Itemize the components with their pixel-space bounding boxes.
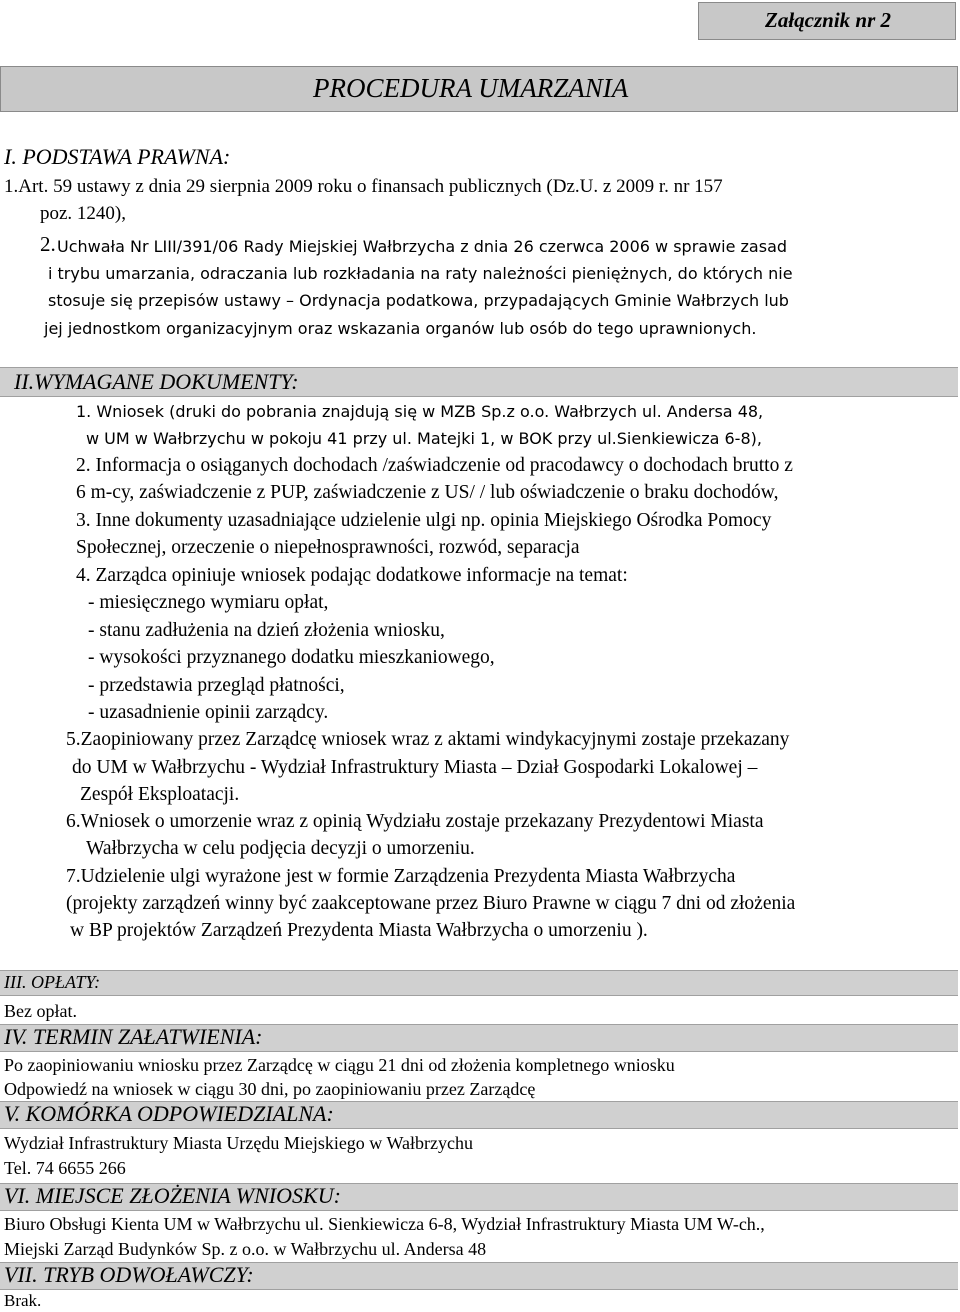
doc-line: do UM w Wałbrzychu - Wydział Infrastruktury Miasta – Dział Gospodarki Lokalowej –	[72, 757, 758, 778]
doc-line: 4. Zarządca opiniuje wniosek podając dodatkowe informacje na temat:	[76, 565, 628, 586]
doc-line: 7.Udzielenie ulgi wyrażone jest w formie Zarządzenia Prezydenta Miasta Wałbrzycha	[66, 866, 736, 887]
section-3-bar	[0, 970, 958, 996]
doc-line: Wałbrzycha w celu podjęcia decyzji o umorzeniu.	[86, 838, 475, 859]
section-6-line: Miejski Zarząd Budynków Sp. z o.o. w Wałbrzychu ul. Andersa 48	[4, 1239, 487, 1259]
section-4-line: Po zaopiniowaniu wniosku przez Zarządcę w ciągu 21 dni od złożenia kompletnego wniosku	[4, 1055, 675, 1075]
doc-line: w UM w Wałbrzychu w pokoju 41 przy ul. Matejki 1, w BOK przy ul.Sienkiewicza 6-8),	[86, 429, 762, 448]
section-6-heading: VI. MIEJSCE ZŁOŻENIA WNIOSKU:	[4, 1183, 341, 1208]
section-1-line: 1.Art. 59 ustawy z dnia 29 sierpnia 2009 roku o finansach publicznych (Dz.U. z 2009 r. nr 157	[4, 176, 723, 197]
section-5-line: Wydział Infrastruktury Miasta Urzędu Miejskiego w Wałbrzychu	[4, 1133, 473, 1153]
section-1-line: poz. 1240),	[40, 203, 127, 224]
section-1-heading: I. PODSTAWA PRAWNA:	[4, 144, 231, 169]
doc-line: - stanu zadłużenia na dzień złożenia wniosku,	[88, 620, 445, 641]
section-7-heading: VII. TRYB ODWOŁAWCZY:	[4, 1262, 254, 1287]
doc-line: 6 m-cy, zaświadczenie z PUP, zaświadczenie z US/ / lub oświadczenie o braku dochodów,	[76, 482, 779, 503]
section-4-line: Odpowiedź na wniosek w ciągu 30 dni, po zaopiniowaniu przez Zarządcę	[4, 1079, 536, 1099]
section-1-line: stosuje się przepisów ustawy – Ordynacja podatkowa, przypadających Gminie Wałbrzych lub	[48, 291, 789, 310]
doc-line: - przedstawia przegląd płatności,	[88, 675, 345, 696]
section-2-heading: II.WYMAGANE DOKUMENTY:	[14, 369, 299, 394]
section-1-line: jej jednostkom organizacyjnym oraz wskazania organów lub osób do tego uprawnionych.	[44, 319, 757, 338]
section-4-heading: IV. TERMIN ZAŁATWIENIA:	[4, 1024, 263, 1049]
section-1-line: Uchwała Nr LIII/391/06 Rady Miejskiej Wałbrzycha z dnia 26 czerwca 2006 w sprawie zasad	[57, 237, 788, 256]
doc-line: Zespół Eksploatacji.	[80, 784, 240, 805]
section-3-text: Bez opłat.	[4, 1001, 77, 1021]
doc-line: 1. Wniosek (druki do pobrania znajdują się w MZB Sp.z o.o. Wałbrzych ul. Andersa 48,	[76, 402, 764, 421]
doc-line: w BP projektów Zarządzeń Prezydenta Miasta Wałbrzycha o umorzeniu ).	[70, 920, 648, 941]
doc-line: 2. Informacja o osiąganych dochodach /zaświadczenie od pracodawcy o dochodach brutto z	[76, 455, 793, 476]
section-5-line: Tel. 74 6655 266	[4, 1158, 126, 1178]
section-6-line: Biuro Obsługi Kienta UM w Wałbrzychu ul. Sienkiewicza 6-8, Wydział Infrastruktury Miasta UM W-ch.,	[4, 1214, 765, 1234]
annex-label: Załącznik nr 2	[765, 8, 892, 32]
doc-line: Społecznej, orzeczenie o niepełnosprawności, rozwód, separacja	[76, 537, 580, 558]
doc-line: 6.Wniosek o umorzenie wraz z opinią Wydziału zostaje przekazany Prezydentowi Miasta	[66, 811, 764, 832]
section-1-line: i trybu umarzania, odraczania lub rozkładania na raty należności pieniężnych, do których nie	[48, 264, 793, 283]
doc-line: - uzasadnienie opinii zarządcy.	[88, 702, 329, 723]
doc-line: - wysokości przyznanego dodatku mieszkaniowego,	[88, 647, 495, 668]
doc-line: - miesięcznego wymiaru opłat,	[88, 592, 329, 613]
page-title: PROCEDURA UMARZANIA	[313, 73, 629, 103]
doc-line: (projekty zarządzeń winny być zaakceptowane przez Biuro Prawne w ciągu 7 dni od złożenia	[66, 893, 796, 914]
doc-line: 5.Zaopiniowany przez Zarządcę wniosek wraz z aktami windykacyjnymi zostaje przekazany	[66, 729, 790, 750]
section-5-heading: V. KOMÓRKA ODPOWIEDZIALNA:	[4, 1101, 334, 1126]
doc-line: 3. Inne dokumenty uzasadniające udzielenie ulgi np. opinia Miejskiego Ośrodka Pomocy	[76, 510, 772, 531]
section-1-num: 2.	[40, 232, 56, 256]
section-3-heading: III. OPŁATY:	[4, 972, 101, 992]
section-7-text: Brak.	[4, 1291, 42, 1310]
